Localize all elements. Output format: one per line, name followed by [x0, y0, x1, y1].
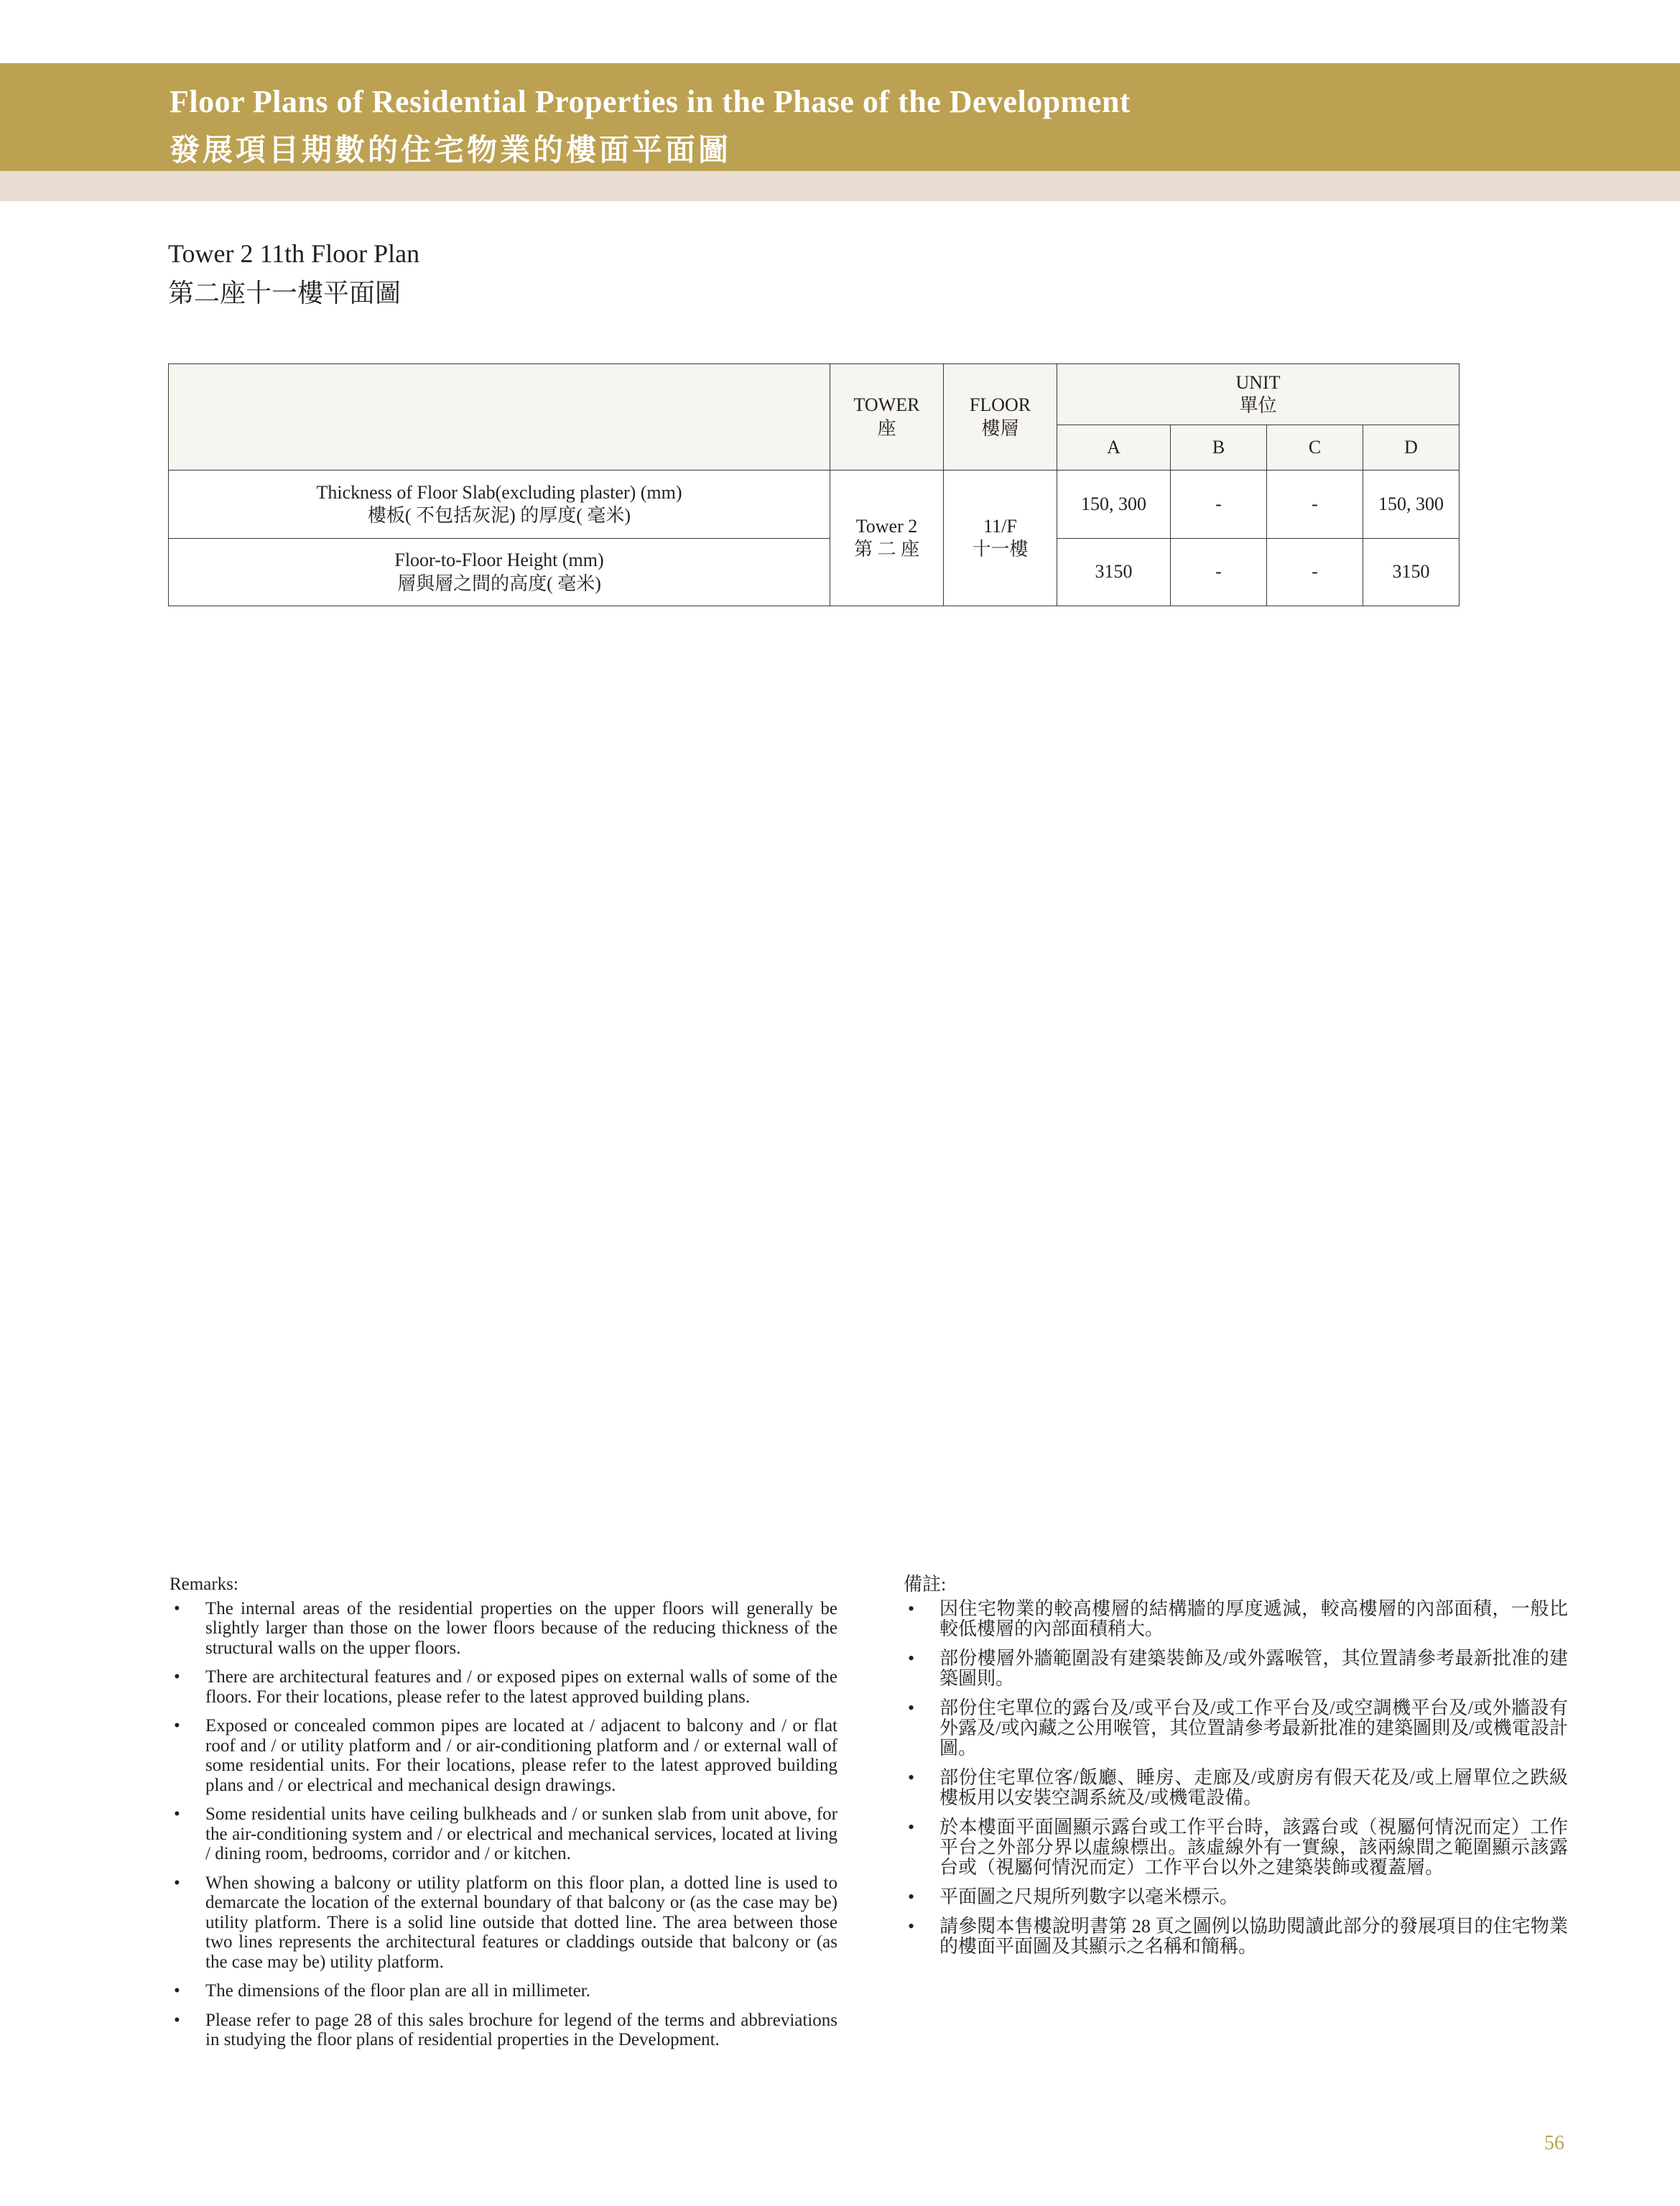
remarks-en-item: [170, 2011, 837, 2050]
plan-title-en: Tower 2 11th Floor Plan: [168, 239, 420, 268]
tower-header-zh: 座: [877, 417, 896, 439]
floor-height-unit-b: -: [1171, 539, 1267, 606]
floor-header-en: FLOOR: [969, 394, 1031, 415]
page-title-en: Floor Plans of Residential Properties in the Phase of the Development: [170, 84, 1131, 119]
remarks-en-item-text: The dimensions of the floor plan are all in millimeter.: [205, 1981, 590, 2001]
bullet-icon: •: [908, 1886, 915, 1907]
floor-height-unit-d: 3150: [1363, 539, 1459, 606]
unit-header-d: D: [1363, 425, 1459, 471]
floor-cell-zh: 十一樓: [972, 539, 1029, 560]
slab-thickness-unit-a: 150, 300: [1057, 471, 1171, 539]
page-number: 56: [1544, 2132, 1564, 2154]
slab-thickness-label-en: Thickness of Floor Slab(excluding plaster) (mm): [316, 481, 682, 503]
remarks-en-item: [170, 1873, 837, 1973]
tower-cell-en: Tower 2: [855, 515, 918, 537]
unit-header-a: A: [1057, 425, 1171, 471]
slab-thickness-unit-b: -: [1171, 471, 1267, 539]
bullet-icon: •: [908, 1767, 915, 1788]
plan-title-zh: 第二座十一樓平面圖: [168, 279, 402, 307]
slab-thickness-label: [169, 471, 830, 539]
remarks-en-item-text: Please refer to page 28 of this sales brochure for legend of the terms and abbreviations in studying the floor plans of residential properties in the Development.: [205, 2010, 837, 2049]
floor-cell: [944, 471, 1057, 606]
remarks-en-list: [170, 1599, 837, 2050]
remarks-en-item: [170, 1981, 837, 2001]
remarks-en-item: [170, 1599, 837, 1659]
bullet-icon: •: [908, 1916, 915, 1937]
bullet-icon: •: [908, 1648, 915, 1669]
remarks-zh-title: 備註:: [904, 1574, 947, 1595]
remarks-en: [170, 1575, 837, 2059]
remarks-en-item-text: Some residential units have ceiling bulkheads and / or sunken slab from unit above, for the air-conditioning system and / or electrical and mechanical services, located at living / dining room, bedrooms, corridor and / or kitchen.: [205, 1804, 837, 1863]
unit-header-en: UNIT: [1235, 371, 1281, 393]
remarks-zh-item-text: 平面圖之尺規所列數字以毫米標示。: [939, 1886, 1239, 1907]
bullet-icon: •: [174, 1667, 180, 1687]
bullet-icon: •: [174, 2010, 180, 2030]
bullet-icon: •: [174, 1873, 180, 1893]
floor-header: [944, 364, 1057, 471]
floor-height-label: [169, 539, 830, 606]
remarks-en-item-text: The internal areas of the residential properties on the upper floors will generally be slightly larger than those on the lower floors because of the reducing thickness of the structural walls on the upper floors.: [205, 1598, 837, 1658]
remarks-zh-item-text: 部份住宅單位的露台及/或平台及/或工作平台及/或空調機平台及/或外牆設有外露及/或內藏之公用喉管，其位置請參考最新批准的建築圖則及/或機電設計圖。: [939, 1697, 1568, 1758]
remarks-zh-item: [904, 1768, 1568, 1808]
bullet-icon: •: [174, 1804, 180, 1824]
remarks-zh-item: [904, 1698, 1568, 1758]
remarks-en-title: Remarks:: [170, 1575, 238, 1594]
bullet-icon: •: [908, 1598, 915, 1619]
slab-thickness-label-zh: 樓板( 不包括灰泥) 的厚度( 毫米): [367, 505, 631, 526]
remarks-zh-item: [904, 1649, 1568, 1689]
remarks-zh-item-text: 於本樓面平面圖顯示露台或工作平台時，該露台或（視屬何情況而定）工作平台之外部分界以虛線標出。該虛線外有一實線，該兩線間之範圍顯示該露台或（視屬何情況而定）工作平台以外之建築裝飾或覆蓋層。: [939, 1817, 1568, 1878]
floor-spec-table: [168, 363, 1459, 606]
floor-height-label-zh: 層與層之間的高度( 毫米): [397, 573, 601, 594]
tower-header: [830, 364, 944, 471]
slab-thickness-unit-d: 150, 300: [1363, 471, 1459, 539]
floor-cell-en: 11/F: [983, 515, 1017, 537]
slab-thickness-unit-c: -: [1267, 471, 1363, 539]
tower-header-en: TOWER: [853, 394, 920, 415]
unit-header-zh: 單位: [1239, 395, 1277, 416]
page-title-zh: 發展項目期數的住宅物業的樓面平面圖: [170, 134, 732, 167]
tower-cell: [830, 471, 944, 606]
unit-header: [1057, 364, 1459, 425]
floor-height-label-en: Floor-to-Floor Height (mm): [394, 550, 604, 570]
remarks-en-item: [170, 1667, 837, 1707]
bullet-icon: •: [174, 1598, 180, 1618]
remarks-en-item-text: Exposed or concealed common pipes are located at / adjacent to balcony and / or flat roof and / or utility platform and / or air-conditioning platform and / or external wall of some residential units. For their locations, please refer to the latest approved building plans and / or electrical and mechanical design drawings.: [205, 1716, 837, 1795]
remarks-zh-item-text: 請參閱本售樓說明書第 28 頁之圖例以協助閱讀此部分的發展項目的住宅物業的樓面平面圖及其顯示之名稱和簡稱。: [939, 1916, 1568, 1957]
remarks-zh-item: [904, 1599, 1568, 1639]
remarks-en-item: [170, 1804, 837, 1864]
bullet-icon: •: [908, 1697, 915, 1718]
unit-header-b: B: [1171, 425, 1267, 471]
remarks-zh-item: [904, 1917, 1568, 1957]
tower-cell-zh: 第 二 座: [853, 539, 919, 560]
remarks-zh-item-text: 因住宅物業的較高樓層的結構牆的厚度遞減，較高樓層的內部面積，一般比較低樓層的內部面積稍大。: [939, 1598, 1568, 1639]
remarks-zh-list: [904, 1599, 1568, 1957]
header-band: [0, 171, 1680, 201]
remarks-en-item: [170, 1716, 837, 1795]
bullet-icon: •: [908, 1817, 915, 1837]
remarks-zh-item: [904, 1817, 1568, 1878]
table-corner-cell: [169, 364, 830, 471]
unit-header-c: C: [1267, 425, 1363, 471]
floor-height-unit-c: -: [1267, 539, 1363, 606]
remarks-zh-item-text: 部份住宅單位客/飯廳、睡房、走廊及/或廚房有假天花及/或上層單位之跌級樓板用以安裝空調系統及/或機電設備。: [939, 1767, 1568, 1808]
bullet-icon: •: [174, 1716, 180, 1735]
bullet-icon: •: [174, 1981, 180, 2001]
remarks-zh: [904, 1575, 1568, 1966]
remarks-zh-item-text: 部份樓層外牆範圍設有建築裝飾及/或外露喉管，其位置請參考最新批准的建築圖則。: [939, 1648, 1568, 1689]
remarks-en-item-text: There are architectural features and / or exposed pipes on external walls of some of the floors. For their locations, please refer to the latest approved building plans.: [205, 1667, 837, 1707]
floor-height-unit-a: 3150: [1057, 539, 1171, 606]
floor-header-zh: 樓層: [981, 417, 1019, 439]
remarks-en-item-text: When showing a balcony or utility platform on this floor plan, a dotted line is used to demarcate the location of the external boundary of that balcony or (as the case may be) utility platform. There is a solid line outside that dotted line. The area between those two lines represents the architectural features or claddings outside that balcony or (as the case may be) utility platform.: [205, 1873, 837, 1972]
remarks-zh-item: [904, 1887, 1568, 1907]
